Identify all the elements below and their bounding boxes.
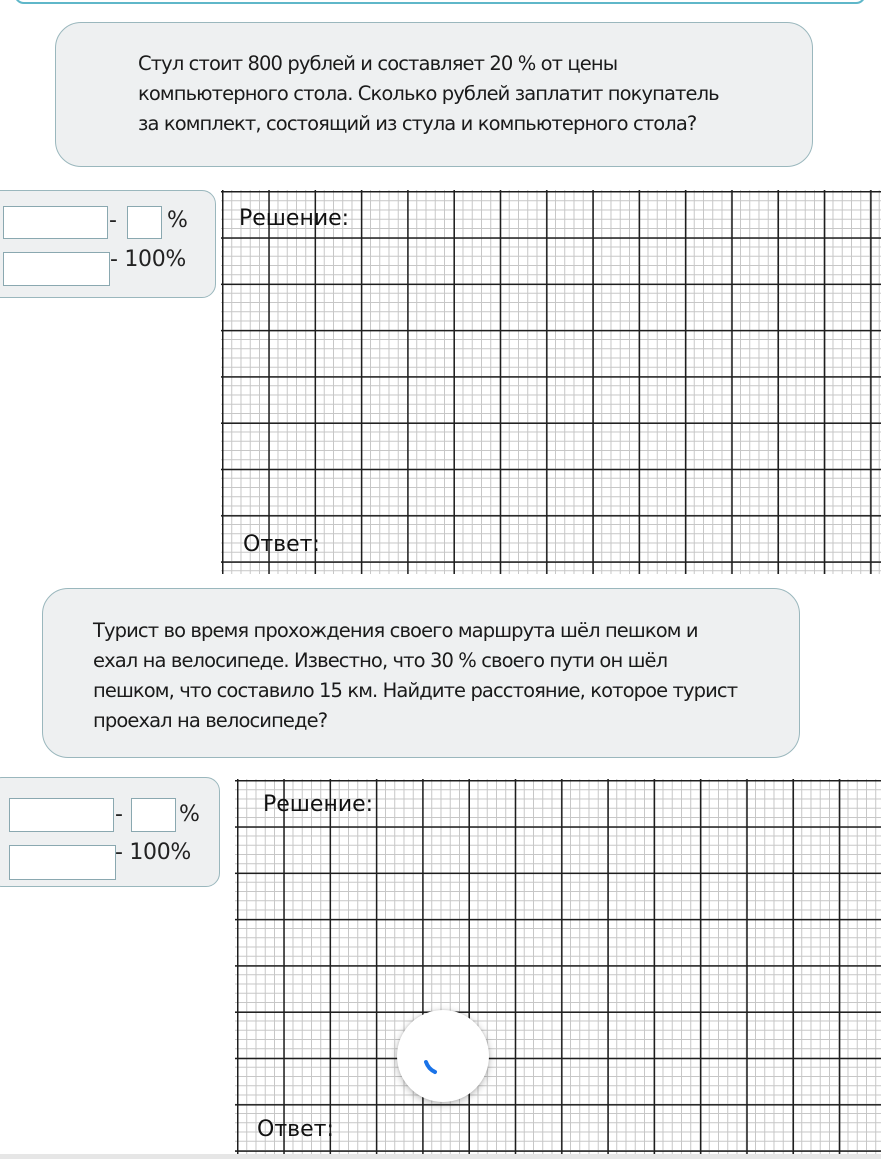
answer-label: Ответ: <box>243 532 320 557</box>
proportion-value-input[interactable] <box>9 798 114 832</box>
dash-sign: - <box>109 208 117 233</box>
hundred-percent-label: - 100% <box>110 247 187 272</box>
whole-value-input[interactable] <box>3 252 110 286</box>
solution-label: Решение: <box>239 206 350 231</box>
dash-sign: - <box>115 802 123 827</box>
solution-grid-1[interactable] <box>221 190 881 574</box>
proportion-panel-2 <box>0 777 220 887</box>
percent-sign: % <box>167 208 188 233</box>
loading-spinner <box>397 1010 489 1102</box>
problem-2-line: проехал на велосипеде? <box>93 709 328 732</box>
whole-value-input[interactable] <box>9 845 116 880</box>
problem-2-card <box>42 588 800 758</box>
proportion-panel-1 <box>0 190 216 298</box>
percent-sign: % <box>179 802 200 827</box>
page-bottom-edge <box>0 1154 881 1159</box>
problem-2-line: Турист во время прохождения своего маршрута шёл пешком и <box>93 619 698 642</box>
percent-input[interactable] <box>131 798 176 832</box>
problem-1-line: компьютерного стола. Сколько рублей заплатит покупатель <box>138 82 719 105</box>
loading-spinner-icon <box>397 1010 489 1102</box>
previous-card-edge <box>14 0 866 4</box>
problem-1-line: Стул стоит 800 рублей и составляет 20 % от цены <box>138 52 618 75</box>
problem-2-line: пешком, что составило 15 км. Найдите расстояние, которое турист <box>93 679 738 702</box>
proportion-value-input[interactable] <box>3 206 108 239</box>
problem-2-line: ехал на велосипеде. Известно, что 30 % своего пути он шёл <box>93 649 668 672</box>
solution-label: Решение: <box>263 792 374 817</box>
problem-1-card <box>55 22 813 167</box>
problem-1-line: за комплект, состоящий из стула и компьютерного стола? <box>138 112 697 135</box>
percent-input[interactable] <box>127 206 162 239</box>
solution-grid-2[interactable] <box>235 779 881 1159</box>
answer-label: Ответ: <box>257 1117 334 1142</box>
hundred-percent-label: - 100% <box>115 840 192 865</box>
